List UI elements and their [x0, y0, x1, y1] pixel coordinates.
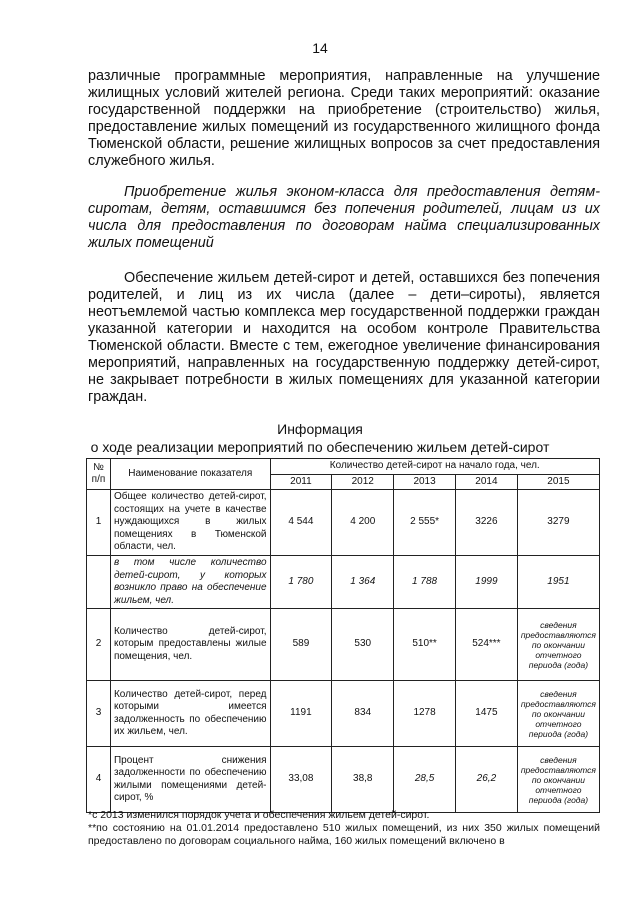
page-number: 14	[312, 40, 328, 56]
cell-value: 510**	[394, 609, 456, 681]
table-row	[87, 490, 600, 556]
row-name: Количество детей-сирот, перед которыми имеется задолженность по обеспечению их жильем, чел.	[110, 681, 270, 747]
cell-value: 4 200	[332, 490, 394, 556]
header-group: Количество детей-сирот на начало года, чел.	[270, 459, 599, 475]
row-name: Общее количество детей-сирот, состоящих на учете в качестве нуждающихся в жилых помещениях в Тюменской области, чел.	[110, 490, 270, 556]
cell-value: 4 544	[270, 490, 332, 556]
table-title	[0, 420, 640, 456]
cell-value: 1 788	[394, 556, 456, 609]
footnote-1: *с 2013 изменился порядок учета и обеспечения жильем детей-сирот.	[88, 809, 430, 821]
year-2013: 2013	[394, 474, 456, 490]
paragraph-orphans: Обеспечение жильем детей-сирот и детей, оставшихся без попечения родителей, и лиц из их числа (далее – дети–сироты), является неотъемлемой частью комплекса мер государственной поддержки граждан указанной категории и находится на особом контроле Правительства Тюменской области. Вместе с тем, ежегодное увеличение финансирования мероприятий, направленных на государственную поддержку детей-сирот, не закрывает потребности в жилых помещениях для указанной категории граждан.	[88, 270, 600, 405]
cell-value: сведения предоставляются по окончании отчетного периода (года)	[517, 747, 599, 813]
cell-value: 589	[270, 609, 332, 681]
cell-value: 2 555*	[394, 490, 456, 556]
footnotes	[88, 809, 600, 848]
section-heading: Приобретение жилья эконом-класса для предоставления детям-сиротам, детям, оставшимся без попечения родителей, лицам из их числа для предоставления по договорам найма специализированных жилых помещений	[88, 184, 600, 251]
row-num	[87, 556, 111, 609]
cell-value: 26,2	[455, 747, 517, 813]
table-header-row	[87, 459, 600, 475]
cell-value: 3279	[517, 490, 599, 556]
table-title-line-1: Информация	[277, 421, 363, 437]
year-2011: 2011	[270, 474, 332, 490]
year-2015: 2015	[517, 474, 599, 490]
paragraph-intro: различные программные мероприятия, направленные на улучшение жилищных условий жителей региона. Среди таких мероприятий: оказание государственной поддержки на приобретение (строительство) жилья, предоставление жилых помещений из государственного жилищного фонда Тюменской области, решение жилищных вопросов за счет предоставления служебного жилья.	[88, 68, 600, 169]
row-num: 4	[87, 747, 111, 813]
cell-value: 3226	[455, 490, 517, 556]
cell-value: 28,5	[394, 747, 456, 813]
cell-value: сведения предоставляются по окончании отчетного периода (года)	[517, 609, 599, 681]
cell-value: 1191	[270, 681, 332, 747]
row-name: Количество детей-сирот, которым предоставлены жилые помещения, чел.	[110, 609, 270, 681]
row-name: в том числе количество детей-сирот, у которых возникло право на обеспечение жильем, чел.	[110, 556, 270, 609]
header-name: Наименование показателя	[110, 459, 270, 490]
cell-value: 524***	[455, 609, 517, 681]
cell-value: 33,08	[270, 747, 332, 813]
row-name: Процент снижения задолженности по обеспечению жилыми помещениями детей-сирот, %	[110, 747, 270, 813]
header-num: № п/п	[87, 459, 111, 490]
cell-value: 38,8	[332, 747, 394, 813]
cell-value: 530	[332, 609, 394, 681]
cell-value: 1 780	[270, 556, 332, 609]
year-2012: 2012	[332, 474, 394, 490]
cell-value: 1951	[517, 556, 599, 609]
cell-value: 1475	[455, 681, 517, 747]
orphans-housing-table	[86, 458, 600, 813]
cell-value: 1999	[455, 556, 517, 609]
table-row	[87, 681, 600, 747]
cell-value: 1278	[394, 681, 456, 747]
cell-value: сведения предоставляются по окончании отчетного периода (года)	[517, 681, 599, 747]
row-num: 3	[87, 681, 111, 747]
cell-value: 1 364	[332, 556, 394, 609]
footnote-2: **по состоянию на 01.01.2014 предоставлено 510 жилых помещений, из них 350 жилых помещений предоставлено по договорам социального найма, 160 жилых помещений включено в	[88, 822, 600, 847]
table-row	[87, 556, 600, 609]
year-2014: 2014	[455, 474, 517, 490]
row-num: 2	[87, 609, 111, 681]
table-title-line-2: о ходе реализации мероприятий по обеспечению жильем детей-сирот	[90, 439, 550, 455]
cell-value: 834	[332, 681, 394, 747]
table-row	[87, 609, 600, 681]
table-row	[87, 747, 600, 813]
row-num: 1	[87, 490, 111, 556]
